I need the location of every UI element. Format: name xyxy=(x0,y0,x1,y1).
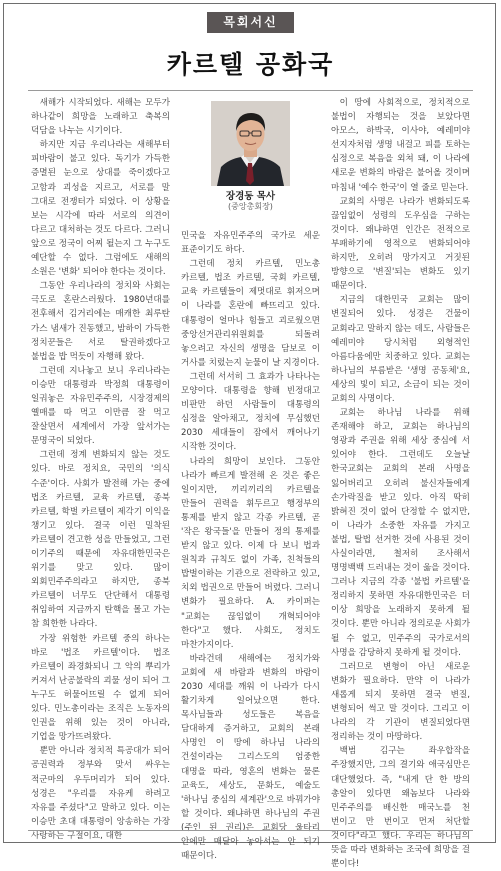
paragraph: 뿐만 아니라 정치적 특공대가 되어 공권력과 정부와 맞서 싸우는 적군마의 우두머리가 되어 있다. 성경은 "우리를 자유케 하려고 자유를 주셨다"고 말하고 있다. 이는 이승만 초대 대통령이 앙송하는 가장 사랑하는 구절이요, 대한 xyxy=(31,746,170,841)
article-title: 카르텔 공화국 xyxy=(166,50,335,79)
portrait-illustration xyxy=(211,101,290,186)
paragraph: 그런데 지나놓고 보니 우리나라는 이승만 대통령과 박정희 대통령이 일궈놓은 자유민주주의, 시장경제의 옐매를 따 먹고 이만큼 잘 먹고 잘살면서 세계에서 가장 앞서가는 문명국이 되었다. xyxy=(31,365,170,447)
bottom-divider xyxy=(28,830,473,831)
author-affiliation: (중앙총회장) xyxy=(228,202,273,211)
paragraph: 그동안 우리나라의 정치와 사회는 극도로 혼란스러웠다. 1980년대를 전후해서 김거리에는 매캐한 최루탄 가스 냄새가 진동했고, 밤하이 가득한 정치꾼들은 서로 탈권하겠다고 불법을 밥 먹듯이 자행해 왔다. xyxy=(31,281,170,362)
paragraph: 교회는 하나님 나라를 위해 존재해야 하고, 교회는 하나님의 영광과 주권을 위해 세상 중심에 서 있어야 한다. 그런데도 오늘날 한국교회는 교회의 본래 사명을 잃어버리고 오히려 불신자들에게 손가락질을 받고 있다. 아직 딱히 밝혀진 것이 없어 단정할 수 없지만, 이 나라가 소중한 자유를 가지고 불법, 탈법 선거한 것에 사용된 것이 사실이라면, 철저히 조사해서 명명백백 드러내는 것이 옳을 것이다. 그러나 지금의 각종 '불법 카르텔'을 정리하지 못하면 자유대한민국은 더 이상 희망을 노래하지 못하게 될 것이다. 뿐만 아니라 정의로운 사회가 될 수 없고, 민주주의 국가로서의 사명을 감당하지 못하게 될 것이다. xyxy=(331,408,470,658)
column-1 xyxy=(31,96,170,841)
paragraph: 나라의 희망이 보인다. 그동안 나라가 빠르게 발전해 온 것은 좋은 일이지만, 끼리끼리의 카르텔을 만들어 권력을 휘두르고 행정부의 통제를 받지 않고 각종 카르텔, 곧 '작은 왕국들'을 만들어 정의 통제를 받지 않고 있다. 이제 다 보니 법과 원칙과 규칙도 없이 가족, 친척들의 밥벌이하는 기관으로 전락하고 있고, 치외 법권으로 만들어 버렸다. 그러니 변화가 필요하다. A. 카이퍼는 "교회는 끊임없이 개혁되어야 한다"고 했다. 사회도, 정치도 마찬가지이다. xyxy=(181,456,320,650)
paragraph: 백범 김구는 좌우합작을 주장했지만, 그의 결기와 애국심만은 대단했었다. 즉, "내게 단 한 방의 총알이 있다면 왜놈보다 나라와 민주주의를 배신한 매국노를 천 번이고 만 번이고 먼저 처단할 것이다"라고 했다. 우리는 하나님의 뜻을 따라 변화하는 조국에 희망을 걸 뿐이다! xyxy=(331,746,470,870)
paragraph: 새해가 시작되었다. 새해는 모두가 하나같이 희망을 노래하고 축복의 덕담을 나누는 시기이다. xyxy=(31,98,170,137)
paragraph: 하지만 지금 우리나라는 새해부터 피바람이 불고 있다. 독기가 가득한 증멸된 눈으로 상대를 죽이겠다고 고함과 괴성을 지르고, 서로를 말 그대로 전쟁터가 되었다. 이 상황을 보는 시각에 따라 서로의 의견이 다르고 대처하는 것도 다르다. 그러니 앞으로 정국이 어찌 될는지 그 누구도 예단할 수 없다. 그럼에도 새해의 소원은 '변화' 되어야 한다는 것이다. xyxy=(31,140,170,278)
title-divider xyxy=(28,90,473,91)
paragraph: 가장 위험한 카르텔 중의 하나는 바로 '법조 카르텔'이다. 법조 카르텔이 좌경화되니 그 악의 뿌리가 커져서 난공불락의 괴물 성이 되어 그 누구도 허물어뜨릴 수 없게 되어 있다. 민노총이라는 조직은 노동자의 인권을 위해 있는 것이 아니라, 기업을 망가뜨려왔다. xyxy=(31,633,170,743)
paragraph: 그런데 정치 카르텔, 민노총 카르텔, 법조 카르텔, 국회 카르텔, 교육 카르텔들이 제멋대로 휘저으며 이 나라를 혼란에 빠뜨리고 있다. 대통령이 얼마나 힘들고 괴로웠으면 중앙선거관리위원회를 되돌려 놓으려고 자신의 생명을 담보로 이 거사를 치렀는지 눈물이 날 지경이다. xyxy=(181,259,320,368)
paragraph: 그러므로 변형이 아닌 새로운 변화가 필요하다. 만약 이 나라가 새롭게 되지 못하면 결국 변질, 변형되어 썩고 말 것이다. 그리고 이 나라의 각 기관이 변질되었다면 정리하는 것이 마땅하다. xyxy=(331,661,470,743)
paragraph: 그런데 정계 변화되지 않는 것도 있다. 바로 정치요, 국민의 '의식 수준'이다. 사회가 발전해 가는 중에 법조 카르텔, 교육 카르텔, 종북 카르텔, 학벌 카르텔이 제각기 이익을 챙기고 있다. 결국 이런 밀착된 카르텔이 견고한 성을 만들었고, 그런 이기주의 때문에 자유대한민국은 위기를 맞고 있다. 많이 외회민주주의라고 하지만, 종북 카르텔이 너무도 단단해서 대통령 취임하여 지금까지 탄핵을 몰고 가는 참 희한한 나라다. xyxy=(31,450,170,630)
paragraph: 지금의 대한민국 교회는 많이 변질되어 있다. 성경은 건물이 교회라고 말하지 않는 데도, 사람들은 예레미야 당시처럼 외형적인 아름다움에만 치중하고 있다. 교회는 하나님의 부름받은 '생명 공동체'요, 세상의 빛이 되고, 소금이 되는 것이 교회의 사명이다. xyxy=(331,295,470,404)
paragraph: 교회의 사명은 나라가 변화되도록 끊임없이 성령의 도우심을 구하는 것이다. 왜냐하면 인간은 전적으로 부패하기에 영적으로 변화되어야 하지만, 오히려 망가지고 거짓된 방향으로 '변질'되는 변화도 있기 때문이다. xyxy=(331,196,470,292)
author-portrait xyxy=(211,101,290,186)
section-label: 목회서신 xyxy=(207,12,294,33)
author-name: 장경동 목사 xyxy=(225,191,276,202)
paragraph: 민국을 자유민주주의 국가로 세운 표준이기도 하다. xyxy=(181,231,320,256)
column-2 xyxy=(181,229,320,862)
paragraph: 이 땅에 사회적으로, 정치적으로 불법이 자행되는 것을 보았다면 아모스, 하박국, 이사야, 예레미야 선지자처럼 생명 내걸고 피를 토하는 심정으로 복음을 외쳐 돼, 이 나라에 새로운 변화의 바람은 불어올 것이며 마침내 '예수 한국'이 열 줄로 믿는다. xyxy=(331,98,470,193)
column-3 xyxy=(331,96,470,870)
paragraph: 바라건데 새해에는 정치가와 교회에 새 바람과 변화의 바람이 2030 세대를 깨워 이 나라가 다시 활기차게 일어났으면 한다. 목사님들과 성도들은 복음을 담대하게 증거하고, 교회의 본래 사명인 이 땅에 하나님 나라의 건설이라는 그리스도의 엄중한 대명을 따라, 영혼의 변화는 물론 교육도, 세상도, 문화도, 예술도 '하나님 중심의 세계관'으로 바꿔가야 할 것이다. 왜냐하면 하나님의 주권(주인 된 권리)은 교회당 울타리 안에만 매달아 놓아서는 안 되기 때문이다. xyxy=(181,653,320,862)
paragraph: 그런데 서서히 그 효과가 나타나는 모양이다. 대통령을 향해 빈정대고 비판만 하던 사람들이 대통령의 심정을 알아채고, 정치에 무심했던 2030 세대들이 잠에서 깨어나기 시작한 것이다. xyxy=(181,371,320,453)
